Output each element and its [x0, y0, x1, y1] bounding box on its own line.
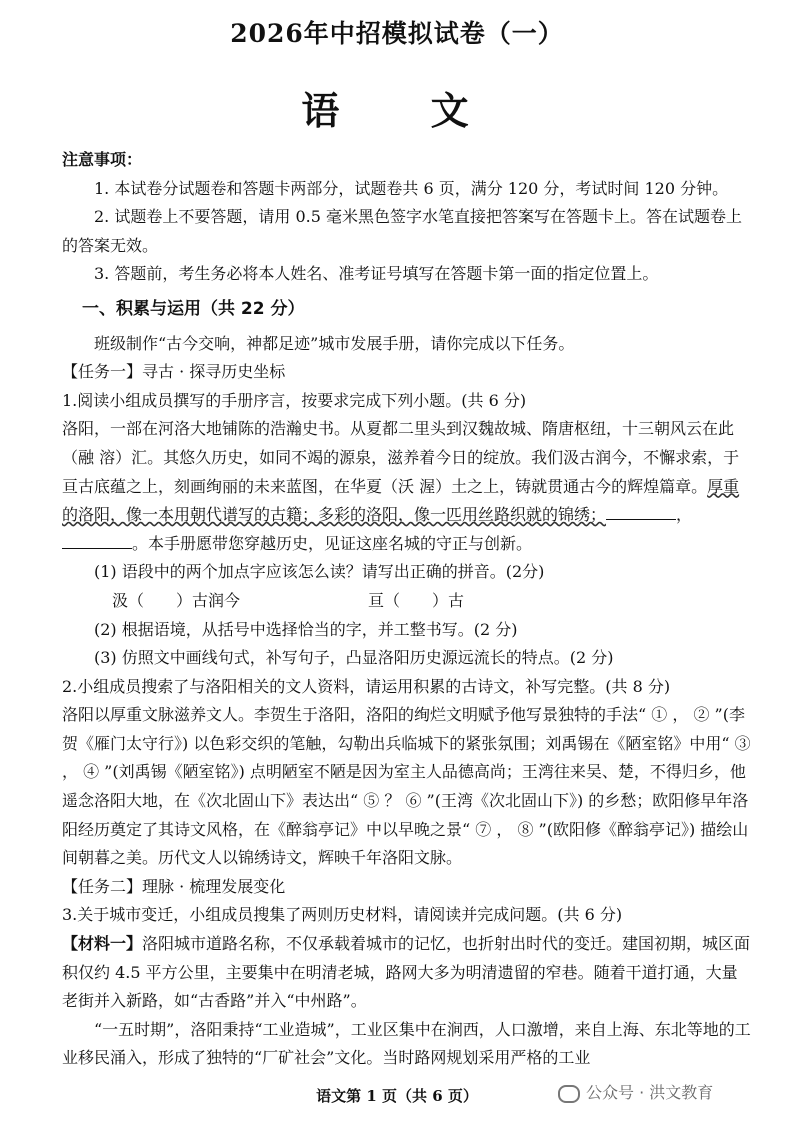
note-3: 3. 答题前，考生务必将本人姓名、准考证号填写在答题卡第一面的指定位置上。	[94, 264, 659, 284]
material-1	[62, 930, 752, 1016]
question-1-3: (3) 仿照文中画线句式，补写句子，凸显洛阳历史源远流长的特点。(2 分)	[94, 648, 614, 668]
question-1-passage: 洛阳，一部在河洛大地铺陈的浩瀚史书。从夏都二里头到汉魏故城、隋唐枢纽，十三朝风云在此（融 溶）汇。其悠久历史，如同不竭的源泉，滋养着今日的绽放。我们汲古润今，不懈求索，于亘古底蕴之上，刻画绚丽的未来蓝图，在华夏（沃 渥）土之上，铸就贯通古今的辉煌篇章。厚重的洛阳，像一本用朝代谱写的古籍；多彩的洛阳，像一匹用丝路织就的锦绣； ，。本手册愿带您穿越历史，见证这座名城的守正与创新。	[62, 419, 740, 553]
question-3-title: 3.关于城市变迁，小组成员搜集了两则历史材料，请阅读并完成问题。(共 6 分)	[62, 905, 623, 925]
exam-title: 2026年中招模拟试卷（一）	[230, 19, 564, 48]
section-heading: 一、积累与运用（共 22 分）	[82, 298, 305, 319]
passage-text: 洛阳，一部在河洛大地铺陈的浩瀚史书。从夏都二里头到汉魏故城、隋唐枢纽，十三朝风云在此（融 溶）汇。其悠久历史，如同不竭的源泉，滋养着今日的绽放。我们汲古润今，不懈求索，于亘古底蕴之上，刻画绚丽的未来蓝图，在华夏（沃 渥）土之上，铸就贯通古今的辉煌篇章。	[62, 419, 740, 496]
question-2-passage: 洛阳以厚重文脉滋养文人。李贺生于洛阳，洛阳的绚烂文明赋予他写景独特的手法“ ① ， ② ”(李贺《雁门太守行》) 以色彩交织的笔触，勾勒出兵临城下的紧张氛围；刘禹锡在《陋室铭》中用“ ③ ， ④ ”(刘禹锡《陋室铭》) 点明陋室不陋是因为室主人品德高尚；王湾往来吴、楚，不得归乡，他遥念洛阳大地，在《次北固山下》表达出“ ⑤ ？ ⑥ ”(王湾《次北固山下》) 的乡愁；欧阳修早年洛阳经历奠定了其诗文风格，在《醉翁亭记》中以早晚之景“ ⑦ ， ⑧ ”(欧阳修《醉翁亭记》) 描绘山间朝暮之美。历代文人以锦绣诗文，辉映千年洛阳文脉。	[62, 705, 751, 868]
task-1-heading: 【任务一】寻古 · 探寻历史坐标	[62, 362, 286, 382]
question-1-title: 1.阅读小组成员撰写的手册序言，按要求完成下列小题。(共 6 分)	[62, 390, 527, 410]
watermark	[558, 1080, 713, 1103]
notes-title: 注意事项：	[62, 150, 143, 169]
note-2: 2. 试题卷上不要答题，请用 0.5 毫米黑色签字水笔直接把答案写在答题卡上。答在试题卷上的答案无效。	[62, 207, 742, 255]
wechat-icon	[558, 1085, 580, 1103]
answer-blank	[606, 519, 676, 520]
material-1-text: 洛阳城市道路名称，不仅承载着城市的记忆，也折射出时代的变迁。建国初期，城区面积仅约 4.5 平方公里，主要集中在明清老城，路网大多为明清遗留的窄巷。随着干道打通，大量老街并入新路，如“古香路”并入“中州路”。	[62, 934, 751, 1011]
exam-body	[62, 146, 752, 1073]
passage-text-end: 。本手册愿带您穿越历史，见证这座名城的守正与创新。	[132, 533, 533, 553]
task-2-heading: 【任务二】理脉 · 梳理发展变化	[62, 876, 286, 896]
subject-title: 语 文	[301, 88, 493, 133]
page-footer: 语文第 1 页（共 6 页）	[316, 1087, 478, 1105]
question-2-title: 2.小组成员搜索了与洛阳相关的文人资料，请运用积累的古诗文，补写完整。(共 8 分)	[62, 676, 671, 696]
answer-blank	[62, 548, 132, 549]
pinyin-blanks: 汲（ ）古润今 亘（ ）古	[112, 590, 465, 610]
question-1-1: (1) 语段中的两个加点字应该怎么读？请写出正确的拼音。(2分)	[94, 562, 545, 582]
material-1-continued: “一五时期”，洛阳秉持“工业造城”，工业区集中在涧西，人口激增，来自上海、东北等地的工业移民涌入，形成了独特的“厂矿社会”文化。当时路网规划采用严格的工业	[62, 1019, 751, 1068]
watermark-text: 公众号 · 洪文教育	[586, 1083, 714, 1102]
note-1: 1. 本试卷分试题卷和答题卡两部分，试题卷共 6 页，满分 120 分，考试时间 120 分钟。	[94, 178, 729, 198]
question-1-2: (2) 根据语境，从括号中选择恰当的字，并工整书写。(2 分)	[94, 619, 518, 639]
underlined-sentence: 厚重的洛阳，像一本用朝代谱写的古籍；多彩的洛阳，像一匹用丝路织就的锦绣；	[62, 476, 740, 525]
material-1-label: 【材料一】	[62, 934, 143, 954]
intro-text: 班级制作“古今交响，神都足迹”城市发展手册，请你完成以下任务。	[94, 333, 575, 353]
